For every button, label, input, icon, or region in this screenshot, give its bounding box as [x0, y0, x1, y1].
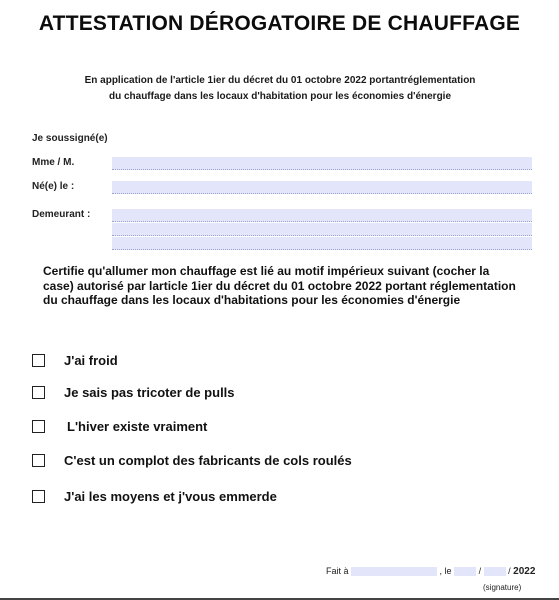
address-label: Demeurant :: [32, 209, 91, 220]
address-field-line-3[interactable]: [112, 237, 532, 250]
option-label: J'ai froid: [64, 353, 118, 368]
checkbox[interactable]: [32, 454, 45, 467]
intro-label: Je soussigné(e): [32, 133, 108, 144]
checkbox[interactable]: [32, 354, 45, 367]
birth-date-field[interactable]: [112, 181, 532, 194]
date-separator: /: [478, 566, 482, 576]
name-label: Mme / M.: [32, 157, 75, 168]
option-label: Je sais pas tricoter de pulls: [64, 385, 235, 400]
birth-date-label: Né(e) le :: [32, 181, 75, 192]
day-field[interactable]: [454, 567, 476, 576]
year-value: 2022: [513, 566, 536, 577]
address-field-line-1[interactable]: [112, 209, 532, 222]
checkbox[interactable]: [32, 386, 45, 399]
certification-text: Certifie qu'allumer mon chauffage est lié au motif impérieux suivant (cocher la case) autorisé par larticle 1ier du décret du 01 octobre 2022 portant réglementation du chauffage dans les locaux d'habitations pour les économies d'énergie: [43, 264, 516, 307]
date-label: , le: [439, 566, 452, 576]
signature-label: (signature): [483, 583, 522, 592]
address-field-line-2[interactable]: [112, 223, 532, 236]
document-subtitle: [40, 73, 520, 105]
checkbox[interactable]: [32, 420, 45, 433]
document-title: ATTESTATION DÉROGATOIRE DE CHAUFFAGE: [38, 12, 521, 35]
month-field[interactable]: [484, 567, 506, 576]
option-label: L'hiver existe vraiment: [67, 419, 208, 434]
name-field[interactable]: [112, 157, 532, 170]
fait-label: Fait à: [326, 566, 349, 576]
date-separator: /: [508, 566, 511, 576]
signature-line: [326, 566, 535, 577]
option-label: C'est un complot des fabricants de cols roulés: [64, 453, 352, 468]
place-field[interactable]: [351, 567, 437, 576]
option-label: J'ai les moyens et j'vous emmerde: [64, 489, 277, 504]
checkbox[interactable]: [32, 490, 45, 503]
subtitle-line-2: du chauffage dans les locaux d'habitation pour les économies d'énergie: [108, 91, 452, 102]
subtitle-line-1: En application de l'article 1ier du décret du 01 octobre 2022 portantréglementation: [84, 75, 476, 86]
